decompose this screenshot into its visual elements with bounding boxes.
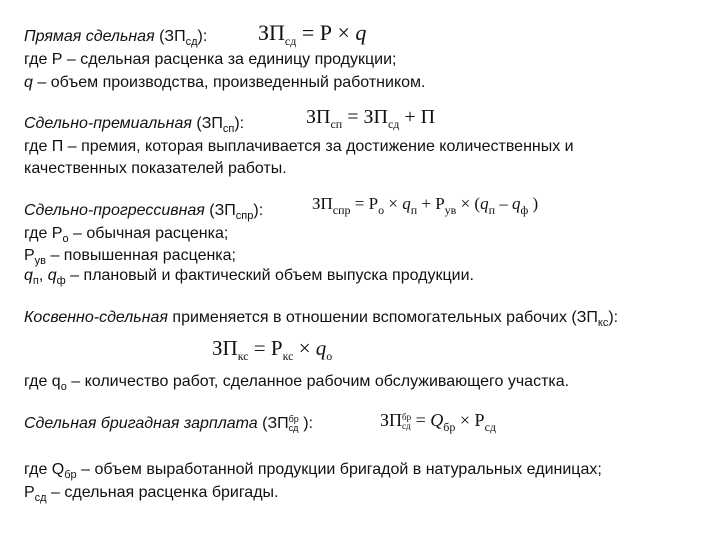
indirect-title: Косвенно-сдельная [24, 309, 168, 326]
progressive-heading: Сдельно-прогрессивная $(ЗП_{спр})$: [24, 202, 264, 222]
progressive-title: Сдельно-прогрессивная [24, 202, 205, 219]
progressive-def-2: $Р_{ув}$ – повышенная расценка; [24, 247, 236, 267]
bonus-formula: $ЗП_{сп} = ЗП_{сд} + П$ [306, 106, 436, 131]
direct-def-2: q – объем производства, произведенный работником. [24, 74, 426, 91]
indirect-heading: Косвенно-сдельная применяется в отношении вспомогательных рабочих $(ЗП_{кс})$: [24, 309, 619, 329]
direct-heading: Прямая сдельная $(ЗП_{сд})$: [24, 28, 208, 48]
bonus-title: Сдельно-премиальная [24, 115, 192, 132]
indirect-def-1: где $q_о$ – количество работ, сделанное рабочим обслуживающего участка. [24, 373, 570, 393]
progressive-def-1: где $Р_о$ – обычная расценка; [24, 225, 229, 245]
progressive-def-3: $q_п$, $q_ф$ – плановый и фактический объем выпуска продукции. [24, 267, 474, 287]
bonus-heading: Сдельно-премиальная $(ЗП_{сп})$: [24, 115, 245, 135]
direct-title: Прямая сдельная [24, 28, 155, 45]
brigade-title: Сдельная бригадная зарплата [24, 415, 258, 432]
brigade-def-1: где $Q_{бр}$ – объем выработанной продукции бригадой в натуральных единицах; [24, 461, 602, 481]
bonus-def-1: где П – премия, которая выплачивается за достижение количественных и [24, 138, 574, 155]
indirect-formula: $ЗП_{кс} = Р_{кс} \times q_о$ [212, 336, 333, 363]
bonus-def-2: качественных показателей работы. [24, 160, 287, 177]
direct-def-1: где Р – сдельная расценка за единицу продукции; [24, 51, 397, 68]
progressive-formula: $ЗП_{спр} = Р_о \times q_п + Р_{ув} \times (q_п - q_ф$ ) [312, 194, 539, 217]
brigade-formula: ЗП бр сд = $Q_{бр} \times Р_{сд}$ [380, 410, 496, 434]
direct-formula: $ЗП_{сд} = Р \times q$ [258, 20, 367, 48]
brigade-def-2: $Р_{сд}$ – сдельная расценка бригады. [24, 484, 279, 504]
brigade-heading: Сдельная бригадная зарплата (ЗП бр сд ): [24, 413, 313, 433]
